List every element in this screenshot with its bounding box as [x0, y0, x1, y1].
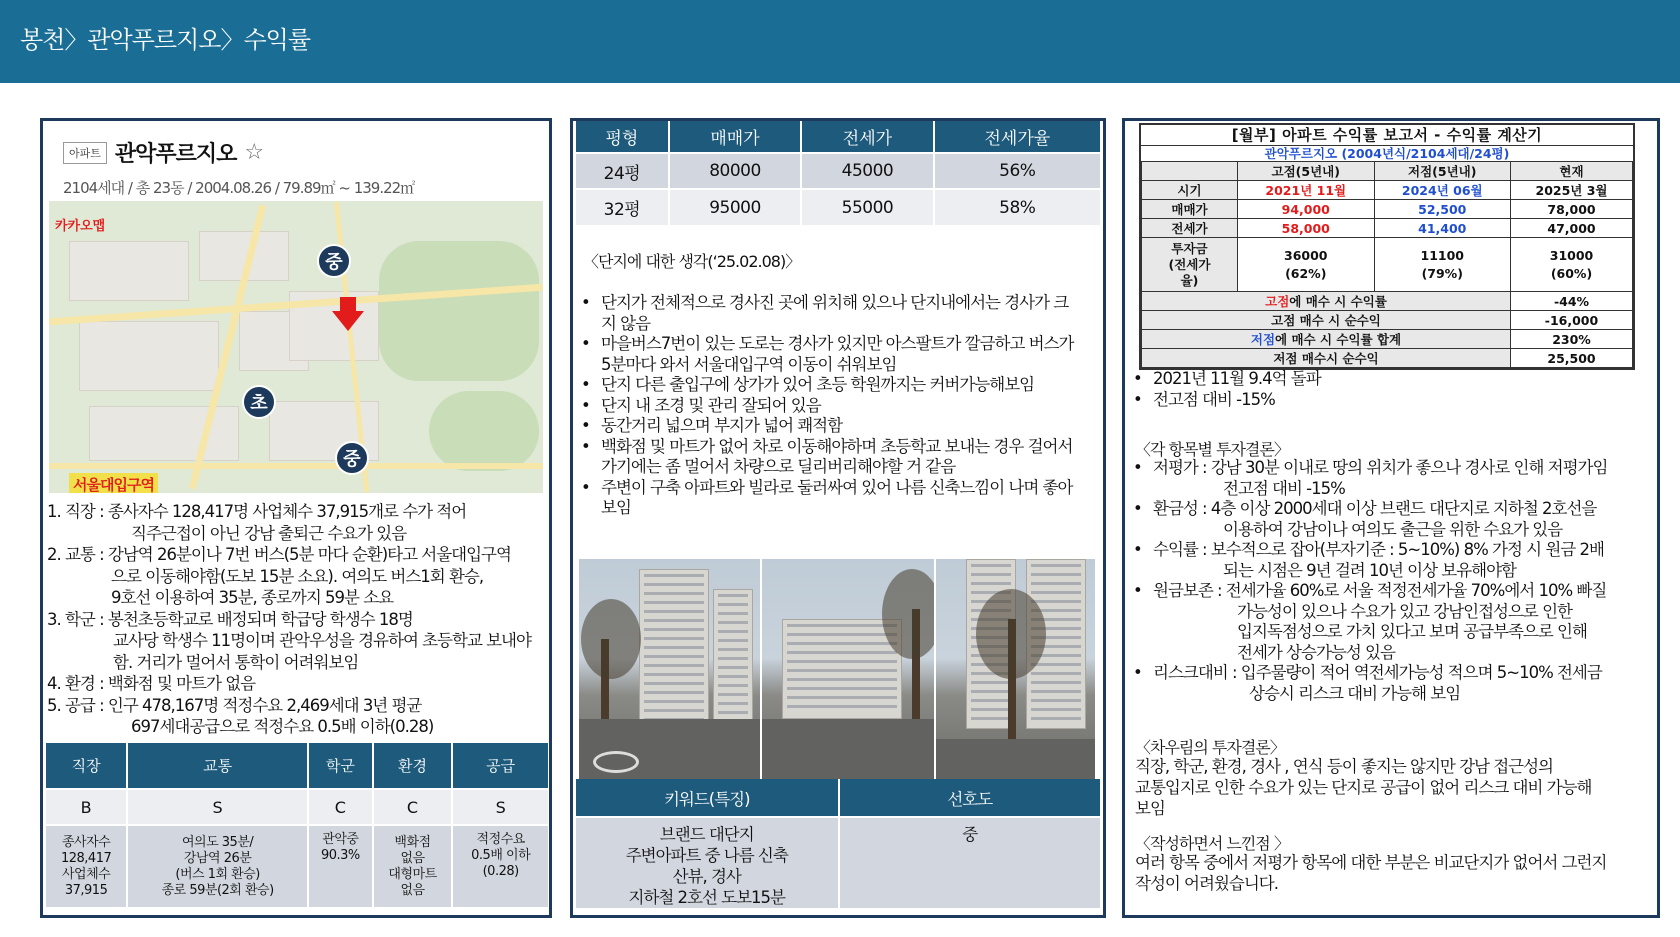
summary-line: 4. 환경 : 백화점 및 마트가 없음	[47, 674, 256, 693]
price-header: 매매가	[669, 121, 801, 153]
map-block	[69, 241, 189, 301]
keyword-cell: 브랜드 대단지 주변아파트 중 나름 신축 산뷰, 경사 지하철 2호선 도보15분	[576, 817, 839, 908]
summary-line: 5. 공급 : 인구 478,167명 적정수요 2,469세대 3년 평균	[47, 695, 422, 715]
apartment-name: 관악푸르지오	[114, 142, 237, 167]
preference-header: 선호도	[839, 779, 1102, 817]
site-photos	[579, 559, 1095, 779]
price-header: 전세가	[801, 121, 933, 153]
yield-report	[1139, 123, 1635, 370]
list-item: • 전고점 대비 -15%	[1129, 390, 1321, 411]
elementary-school-marker[interactable]: 초	[242, 385, 276, 419]
grade-detail-cell: 종사자수 128,417 사업체수 37,915	[46, 825, 127, 907]
summary-line: 1. 직장 : 종사자수 128,417명 사업체수 37,915개로 수가 적어	[47, 502, 467, 521]
keyword-table	[576, 779, 1102, 908]
top-header-bar	[0, 0, 1680, 83]
apartment-meta: 2104세대 / 총 23동 / 2004.08.26 / 79.89㎡ ~ 139.22㎡	[63, 179, 415, 197]
report-title: [월부] 아파트 수익률 보고서 - 수익률 계산기	[1231, 126, 1543, 144]
summary-line: 교사당 학생수 11명이며 관악우성을 경유하여 초등학교 보내야	[113, 631, 531, 650]
price-table	[576, 121, 1102, 225]
table-row	[576, 189, 1101, 225]
keyword-header: 키워드(특징)	[576, 779, 839, 817]
list-item: • 동간거리 넓으며 부지가 넓어 쾌적함	[577, 416, 1077, 437]
report-cell: 41,400	[1374, 219, 1511, 238]
list-item: • 수익률 : 보수적으로 잡아(부자기준 : 5~10%) 8% 가정 시 원금 2배 되는 시점은 9년 걸려 10년 이상 보유해야함	[1129, 540, 1649, 581]
report-cell: 78,000	[1511, 200, 1633, 219]
middle-school-marker[interactable]: 중	[317, 244, 351, 278]
price-header: 평형	[576, 121, 669, 153]
price-cell: 56%	[934, 153, 1101, 189]
report-cell: 31000 (60%)	[1511, 238, 1633, 292]
report-label: 저점 매수시 순수익	[1142, 349, 1511, 368]
complex-entrance-photo[interactable]	[936, 559, 1095, 779]
map-park-area	[379, 241, 539, 381]
grade-detail-cell: 관악중 90.3%	[308, 825, 373, 907]
summary-line: 으로 이동해야함(도보 15분 소요). 여의도 버스1회 환승,	[111, 566, 484, 586]
list-item: • 단지 내 조경 및 관리 잘되어 있음	[577, 396, 1077, 417]
report-cell: 52,500	[1374, 200, 1511, 219]
map-block	[89, 406, 239, 461]
summary-line: 2. 교통 : 강남역 26분이나 7번 버스(5분 마다 순환)타고 서울대입구역	[47, 545, 511, 564]
report-header: 현재	[1511, 162, 1633, 181]
grade-cell: S	[452, 789, 549, 825]
report-header: 고점(5년내)	[1238, 162, 1375, 181]
report-cell: 25,500	[1511, 349, 1633, 368]
report-header: 저점(5년내)	[1374, 162, 1511, 181]
list-item: • 원금보존 : 전세가율 60%로 서울 적정전세가율 70%에서 10% 빠질 가능성이 있으나 수요가 있고 강남인접성으로 인한 입지독점성으로 가치 있다고 보며 공급부족으로 인해 전세가 상승가능성 있음	[1129, 581, 1649, 663]
grade-header: 직장	[46, 743, 127, 789]
summary-line: 9호선 이용하여 35분, 종로까지 59분 소요	[111, 588, 394, 607]
grade-detail-cell: 여의도 35분/ 강남역 26분 (버스 1회 환승) 종로 59분(2회 환승)	[127, 825, 308, 907]
apartment-type-tag: 아파트	[63, 142, 107, 164]
report-subtitle: 관악푸르지오 (2004년식/2104세대/24평)	[1141, 145, 1633, 161]
star-icon[interactable]: ☆	[244, 140, 265, 165]
report-cell: 11100 (79%)	[1374, 238, 1511, 292]
price-header: 전세가율	[934, 121, 1101, 153]
grade-detail-cell: 적정수요 0.5배 이하 (0.28)	[452, 825, 549, 907]
list-item: • 환금성 : 4층 이상 2000세대 이상 브랜드 대단지로 지하철 2호선을 이용하여 강남이나 여의도 출근을 위한 수요가 있음	[1129, 499, 1649, 540]
apartment-header	[63, 137, 264, 168]
list-item: • 주변이 구축 아파트와 빌라로 둘러싸여 있어 나름 신축느낌이 나며 좋아보임	[577, 478, 1077, 519]
price-cell: 80000	[669, 153, 801, 189]
investment-conclusion-panel	[1122, 118, 1660, 918]
grade-detail-cell: 백화점 없음 대형마트 없음	[373, 825, 453, 907]
station-label: 서울대입구역	[69, 473, 158, 493]
map-road	[49, 463, 543, 469]
conclusion-title: 〈각 항목별 투자결론〉	[1135, 440, 1289, 459]
report-cell: 230%	[1511, 330, 1633, 349]
report-cell: -44%	[1511, 292, 1633, 311]
report-cell: 36000 (62%)	[1238, 238, 1375, 292]
analysis-summary	[47, 501, 547, 738]
report-cell: 47,000	[1511, 219, 1633, 238]
grade-header: 학군	[308, 743, 373, 789]
report-label: 매매가	[1142, 200, 1238, 219]
grade-cell: S	[127, 789, 308, 825]
report-table	[1141, 161, 1633, 368]
grade-header: 교통	[127, 743, 308, 789]
map-park-area	[429, 391, 539, 471]
complex-thoughts-panel	[570, 118, 1106, 918]
final-conclusion-title: 〈차우림의 투자결론〉	[1135, 738, 1285, 757]
conclusion-list	[1129, 458, 1649, 704]
report-cell: 58,000	[1238, 219, 1375, 238]
grade-cell: C	[373, 789, 453, 825]
report-cell: 2025년 3월	[1511, 181, 1633, 200]
apartment-info-panel	[40, 118, 552, 918]
list-item: • 단지가 전체적으로 경사진 곳에 위치해 있으나 단지내에서는 경사가 크지 않음	[577, 293, 1077, 334]
middle-school-marker[interactable]: 중	[335, 441, 369, 475]
apartment-building-photo[interactable]	[579, 559, 760, 779]
report-cell: 94,000	[1238, 200, 1375, 219]
price-notes	[1129, 369, 1321, 410]
list-item: • 2021년 11월 9.4억 돌파	[1129, 369, 1321, 390]
kakao-map-logo: 카카오맵	[55, 219, 106, 234]
grade-cell: C	[308, 789, 373, 825]
page-title: 봉천〉관악푸르지오〉수익률	[20, 26, 311, 54]
table-row	[576, 153, 1101, 189]
report-label: 투자금 (전세가 율)	[1142, 238, 1238, 292]
price-cell: 95000	[669, 189, 801, 225]
report-label: 고점에 매수 시 수익률	[1142, 292, 1511, 311]
preference-cell: 중	[839, 817, 1102, 908]
grade-table	[46, 743, 550, 907]
report-cell: 2021년 11월	[1238, 181, 1375, 200]
report-cell: -16,000	[1511, 311, 1633, 330]
report-label: 시기	[1142, 181, 1238, 200]
thoughts-list	[577, 293, 1077, 519]
map-block	[79, 321, 219, 391]
price-cell: 58%	[934, 189, 1101, 225]
summary-line: 3. 학군 : 봉천초등학교로 배정되며 학급당 학생수 18명	[47, 609, 413, 629]
price-cell: 24평	[576, 153, 669, 189]
report-label: 전세가	[1142, 219, 1238, 238]
street-commercial-photo[interactable]	[762, 559, 933, 779]
thoughts-title: 〈단지에 대한 생각(‘25.02.08)〉	[583, 252, 801, 271]
location-map[interactable]	[49, 201, 543, 493]
list-item: • 백화점 및 마트가 없어 차로 이동해야하며 초등학교 보내는 경우 걸어서 가기에는 좀 멀어서 차량으로 딜리버리해야할 거 같음	[577, 437, 1077, 478]
price-cell: 55000	[801, 189, 933, 225]
report-cell: 2024년 06월	[1374, 181, 1511, 200]
list-item: • 리스크대비 : 입주물량이 적어 역전세가능성 적으며 5~10% 전세금 상승시 리스크 대비 가능해 보임	[1129, 663, 1649, 704]
grade-header: 환경	[373, 743, 453, 789]
report-header	[1142, 162, 1238, 181]
list-item: • 단지 다른 출입구에 상가가 있어 초등 학원까지는 커버가능해보임	[577, 375, 1077, 396]
summary-line: 직주근접이 아닌 강남 출퇴근 수요가 있음	[131, 523, 407, 543]
report-label: 저점에 매수 시 수익률 합계	[1142, 330, 1511, 349]
final-conclusion-text: 직장, 학군, 환경, 경사 , 연식 등이 좋지는 않지만 강남 접근성의 교통입지로 인한 수요가 있는 단지로 공급이 없어 리스크 대비 가능해 보임	[1135, 757, 1592, 818]
feeling-title: 〈작성하면서 느낀점 〉	[1135, 834, 1289, 853]
summary-line: 697세대공급으로 적정수요 0.5배 이하(0.28)	[131, 717, 434, 736]
report-label: 고점 매수 시 순수익	[1142, 311, 1511, 330]
summary-line: 함. 거리가 멀어서 통학이 어려워보임	[113, 652, 359, 672]
location-arrow-icon	[332, 311, 364, 331]
grade-cell: B	[46, 789, 127, 825]
feeling-text: 여러 항목 중에서 저평가 항목에 대한 부분은 비교단지가 없어서 그런지 작성이 어려웠습니다.	[1135, 853, 1607, 893]
price-cell: 45000	[801, 153, 933, 189]
price-cell: 32평	[576, 189, 669, 225]
list-item: • 저평가 : 강남 30분 이내로 땅의 위치가 좋으나 경사로 인해 저평가임 전고점 대비 -15%	[1129, 458, 1649, 499]
list-item: • 마을버스7번이 있는 도로는 경사가 있지만 아스팔트가 깔금하고 버스가 5분마다 와서 서울대입구역 이동이 쉬워보임	[577, 334, 1077, 375]
grade-header: 공급	[452, 743, 549, 789]
